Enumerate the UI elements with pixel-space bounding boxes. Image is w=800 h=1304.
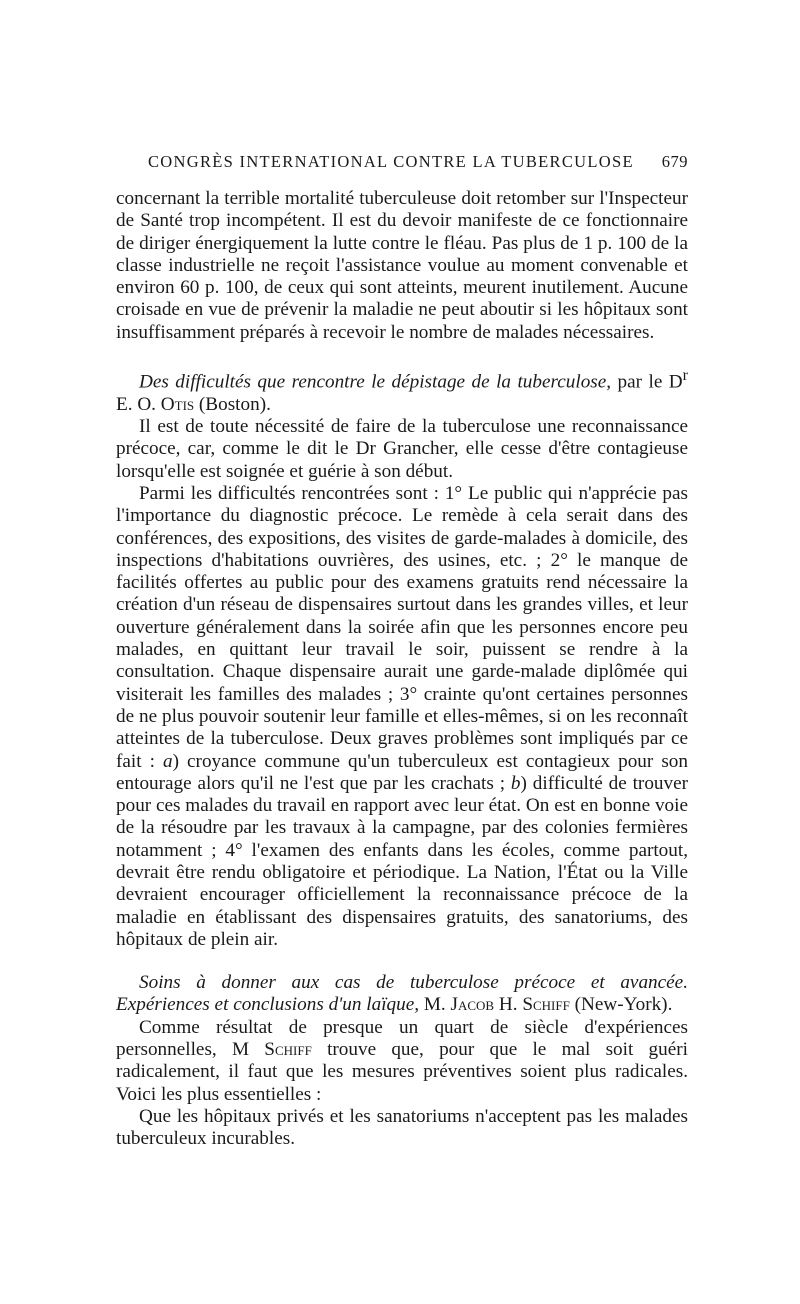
page-number: 679 [661,152,688,171]
running-header-title: CONGRÈS INTERNATIONAL CONTRE LA TUBERCULOSE [148,152,634,171]
paragraph-schiff-1-part-b: trouve que, pour que le mal soit guéri radicalement, il faut que les mesures préventives soient plus radicales. Voici les plus essentielles : [116,1039,688,1105]
author-initials: E. O. [116,393,161,415]
author-name: Otis [160,393,195,415]
section-heading-schiff [116,972,688,1017]
section-title: Soins à donner aux cas de tuberculose précoce et avancée. Expériences et conclusions d'un laïque, [116,972,688,1016]
paragraph-schiff-1 [116,1017,688,1106]
author-middle-initial: H. [494,994,523,1016]
section-byline: M. [419,994,451,1016]
paragraph-schiff-2: Que les hôpitaux privés et les sanatoriums n'acceptent pas les malades tuberculeux incurables. [116,1105,688,1150]
paragraph-otis-2 [116,483,688,951]
paragraph-schiff-1-part-a: Comme résultat de presque un quart de siècle d'expériences personnelles, M [116,1016,688,1061]
body-text [116,188,688,1151]
item-a-label: a [163,750,173,772]
section-title: Des difficultés que rencontre le dépistage de la tuberculose, [139,371,612,393]
paragraph-otis-2-part-a: Parmi les difficultés rencontrées sont : 1° Le public qui n'apprécie pas l'importance du diagnostic précoce. Le remède à cela serait dans des conférences, des expositions, des visites de garde-malades à domicile, des inspections d'habitations ouvrières, des usines, etc. ; 2° le manque de facilités offertes au public pour des examens gratuits rend nécessaire la création d'un réseau de dispensaires surtout dans les grandes villes, et leur ouverture généralement dans la soirée afin que les personnes encore peu malades, en quittant leur travail le soir, puissent se rendre à la consultation. Chaque dispensaire aurait une garde-malade diplômée qui visiterait les familles des malades ; 3° crainte qu'ont certaines personnes de ne plus pouvoir soutenir leur famille et elles-mêmes, si on les reconnaît atteintes de la tuberculose. Deux graves problèmes sont impliqués par ce fait : [116,482,688,772]
item-b-label: b [510,772,521,794]
author-location: (New-York). [569,994,673,1016]
author-location: (Boston). [194,393,271,415]
running-header [148,152,688,172]
paragraph-otis-1: Il est de toute nécessité de faire de la tuberculose une reconnaissance précoce, car, comme le dit le Dr Grancher, elle cesse d'être contagieuse lorsqu'elle est soignée et guérie à son début. [116,416,688,482]
paragraph-otis-2-part-b: ) croyance commune qu'un tuberculeux est contagieux pour son entourage alors qu'il ne l'est que par les crachats ; [116,750,688,794]
paragraph-otis-2-part-c: ) difficulté de trouver pour ces malades du travail en rapport avec leur état. On est en bonne voie de la résoudre par les travaux à la campagne, par des colonies fermières notamment ; 4° l'examen des enfants dans les écoles, comme partout, devrait être rendu obligatoire et périodique. La Nation, l'État ou la Ville devraient encourager officiellement la reconnaissance précoce de la maladie en établissant des dispensaires gratuits, des sanatoriums, des hôpitaux de plein air. [116,772,689,950]
section-byline: par le D [611,371,683,393]
author-name-inline: Schiff [264,1039,312,1061]
paragraph-continuation: concernant la terrible mortalité tuberculeuse doit retomber sur l'Inspecteur de Santé trop incompétent. Il est du devoir manifeste de ce fonctionnaire de diriger énergiquement la lutte contre le fléau. Pas plus de 1 p. 100 de la classe industrielle ne reçoit l'assistance voulue au moment convenable et environ 60 p. 100, de ceux qui sont atteints, meurent inutilement. Aucune croisade en vue de prévenir la maladie ne peut aboutir si les hôpitaux sont insuffisamment préparés à recevoir le nombre de malades nécessaires. [116,188,688,343]
author-first-name: Jacob [450,994,495,1016]
dr-superscript: r [682,367,688,385]
author-last-name: Schiff [522,994,570,1016]
section-heading-otis [116,365,688,416]
